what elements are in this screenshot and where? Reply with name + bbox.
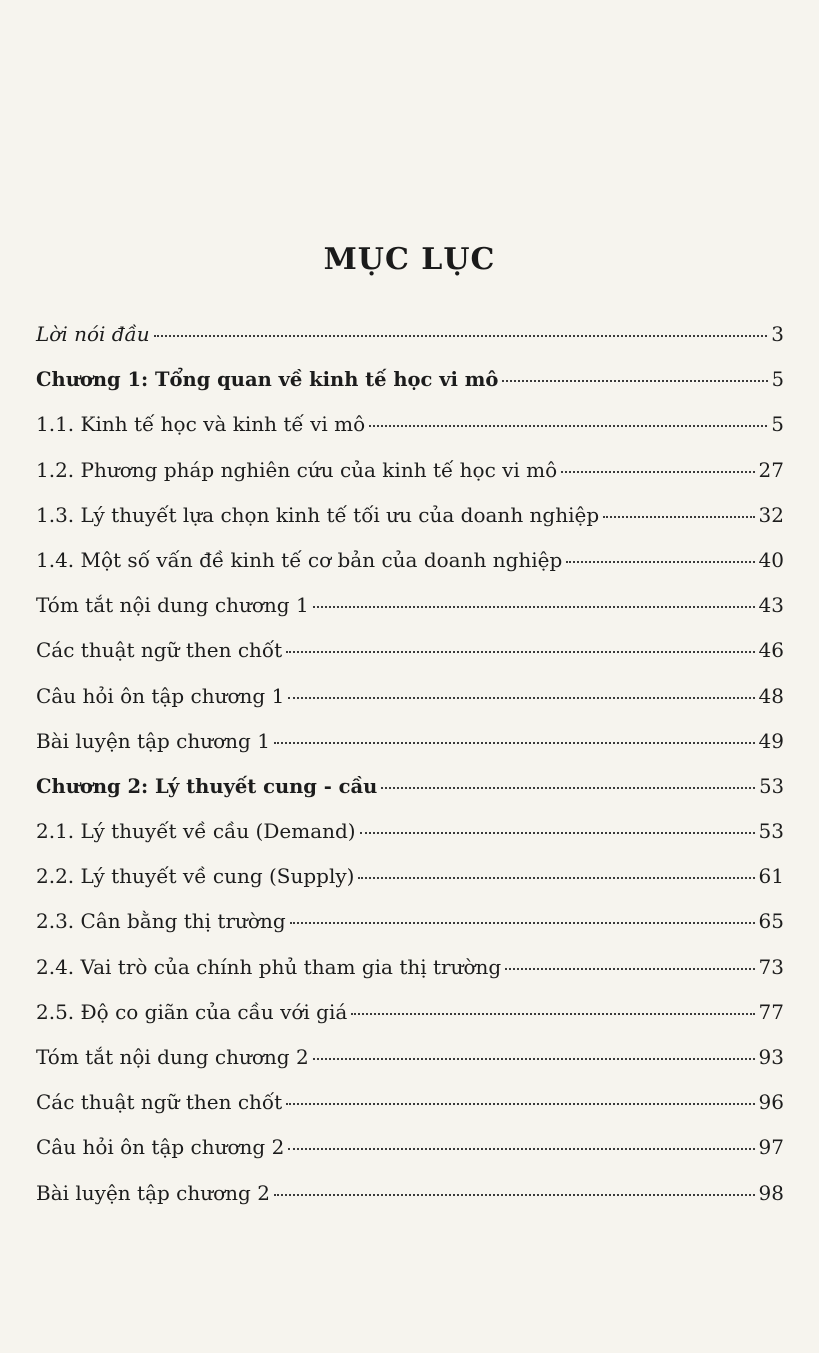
toc-entry-page-number: 5 (771, 368, 784, 392)
toc-entry-title: Bài luyện tập chương 2 (36, 1180, 270, 1205)
toc-section-entry (36, 990, 784, 1035)
toc-section-entry (36, 854, 784, 899)
toc-entry-title: 1.4. Một số vấn đề kinh tế cơ bản của doanh nghiệp (36, 547, 563, 572)
toc-entry-page-number: 53 (759, 774, 784, 798)
toc-section-entry (36, 899, 784, 944)
toc-entry-title: Các thuật ngữ then chốt (36, 638, 283, 663)
toc-entry-title: Chương 2: Lý thuyết cung - cầu (36, 774, 378, 798)
dot-leader (505, 968, 754, 970)
toc-entry-page-number: 46 (758, 638, 784, 663)
toc-section-entry (36, 538, 784, 583)
dot-leader (286, 651, 754, 653)
dot-leader (369, 425, 767, 427)
toc-entry-title: 2.1. Lý thuyết về cầu (Demand) (36, 819, 356, 844)
toc-entry-page-number: 93 (758, 1045, 784, 1069)
dot-leader (566, 561, 754, 563)
dot-leader (360, 832, 755, 834)
toc-section-entry (36, 1035, 784, 1080)
toc-entry-page-number: 61 (758, 864, 784, 889)
toc-entry-page-number: 98 (758, 1180, 784, 1205)
toc-entry-title: Chương 1: Tổng quan về kinh tế học vi mô (36, 368, 499, 392)
toc-entry-title: Tóm tắt nội dung chương 1 (36, 593, 309, 618)
dot-leader (274, 742, 755, 744)
toc-entry-title: 1.1. Kinh tế học và kinh tế vi mô (36, 412, 366, 437)
toc-entry-page-number: 77 (758, 999, 784, 1024)
dot-leader (381, 787, 755, 789)
dot-leader (154, 335, 768, 337)
dot-leader (313, 1058, 755, 1060)
toc-entry-title: Câu hỏi ôn tập chương 2 (36, 1135, 285, 1160)
toc-entry-page-number: 49 (758, 728, 784, 753)
dot-leader (561, 471, 754, 473)
dot-leader (502, 380, 767, 382)
toc-section-entry (36, 583, 784, 628)
toc-entry-title: 1.3. Lý thuyết lựa chọn kinh tế tối ưu của doanh nghiệp (36, 502, 600, 527)
dot-leader (290, 922, 755, 924)
toc-section-entry (36, 674, 784, 719)
toc-chapter-entry (36, 357, 784, 402)
dot-leader (313, 606, 755, 608)
toc-section-entry (36, 493, 784, 538)
toc-section-entry (36, 945, 784, 990)
toc-entry-title: Bài luyện tập chương 1 (36, 728, 270, 753)
dot-leader (288, 697, 754, 699)
toc-entry-title: Tóm tắt nội dung chương 2 (36, 1045, 309, 1069)
toc-entry-page-number: 43 (758, 593, 784, 618)
toc-section-entry (36, 1080, 784, 1125)
toc-entry-page-number: 73 (758, 954, 784, 979)
toc-entry-page-number: 5 (771, 412, 784, 437)
toc-entry-page-number: 3 (771, 322, 784, 346)
toc-entry-page-number: 32 (758, 502, 784, 527)
toc-entry-title: 1.2. Phương pháp nghiên cứu của kinh tế học vi mô (36, 457, 558, 482)
toc-entry-title: Các thuật ngữ then chốt (36, 1090, 283, 1115)
toc-section-entry (36, 809, 784, 854)
dot-leader (358, 877, 754, 879)
toc-section-entry (36, 1125, 784, 1170)
toc-entry-page-number: 53 (758, 819, 784, 844)
toc-entry-title: 2.3. Cân bằng thị trường (36, 909, 286, 934)
toc-section-entry (36, 719, 784, 764)
toc-entry-page-number: 65 (758, 909, 784, 934)
dot-leader (351, 1013, 754, 1015)
toc-entry-title: 2.2. Lý thuyết về cung (Supply) (36, 864, 355, 889)
table-of-contents (36, 312, 784, 1216)
toc-entry-title: 2.4. Vai trò của chính phủ tham gia thị trường (36, 954, 502, 979)
toc-entry-title: Câu hỏi ôn tập chương 1 (36, 683, 285, 708)
toc-entry-title: Lời nói đầu (36, 322, 150, 346)
dot-leader (288, 1148, 754, 1150)
dot-leader (286, 1103, 754, 1105)
dot-leader (274, 1194, 755, 1196)
toc-entry-page-number: 40 (758, 547, 784, 572)
toc-section-entry (36, 1171, 784, 1216)
toc-section-entry (36, 628, 784, 673)
toc-chapter-entry (36, 764, 784, 809)
toc-entry-page-number: 96 (758, 1090, 784, 1115)
toc-entry-page-number: 97 (758, 1135, 784, 1160)
dot-leader (603, 516, 754, 518)
toc-entry-title: 2.5. Độ co giãn của cầu với giá (36, 999, 348, 1024)
toc-section-entry (36, 402, 784, 447)
toc-preface-entry (36, 312, 784, 357)
toc-section-entry (36, 448, 784, 493)
toc-entry-page-number: 27 (758, 457, 784, 482)
toc-entry-page-number: 48 (758, 683, 784, 708)
page-title: MỤC LỤC (323, 242, 496, 278)
